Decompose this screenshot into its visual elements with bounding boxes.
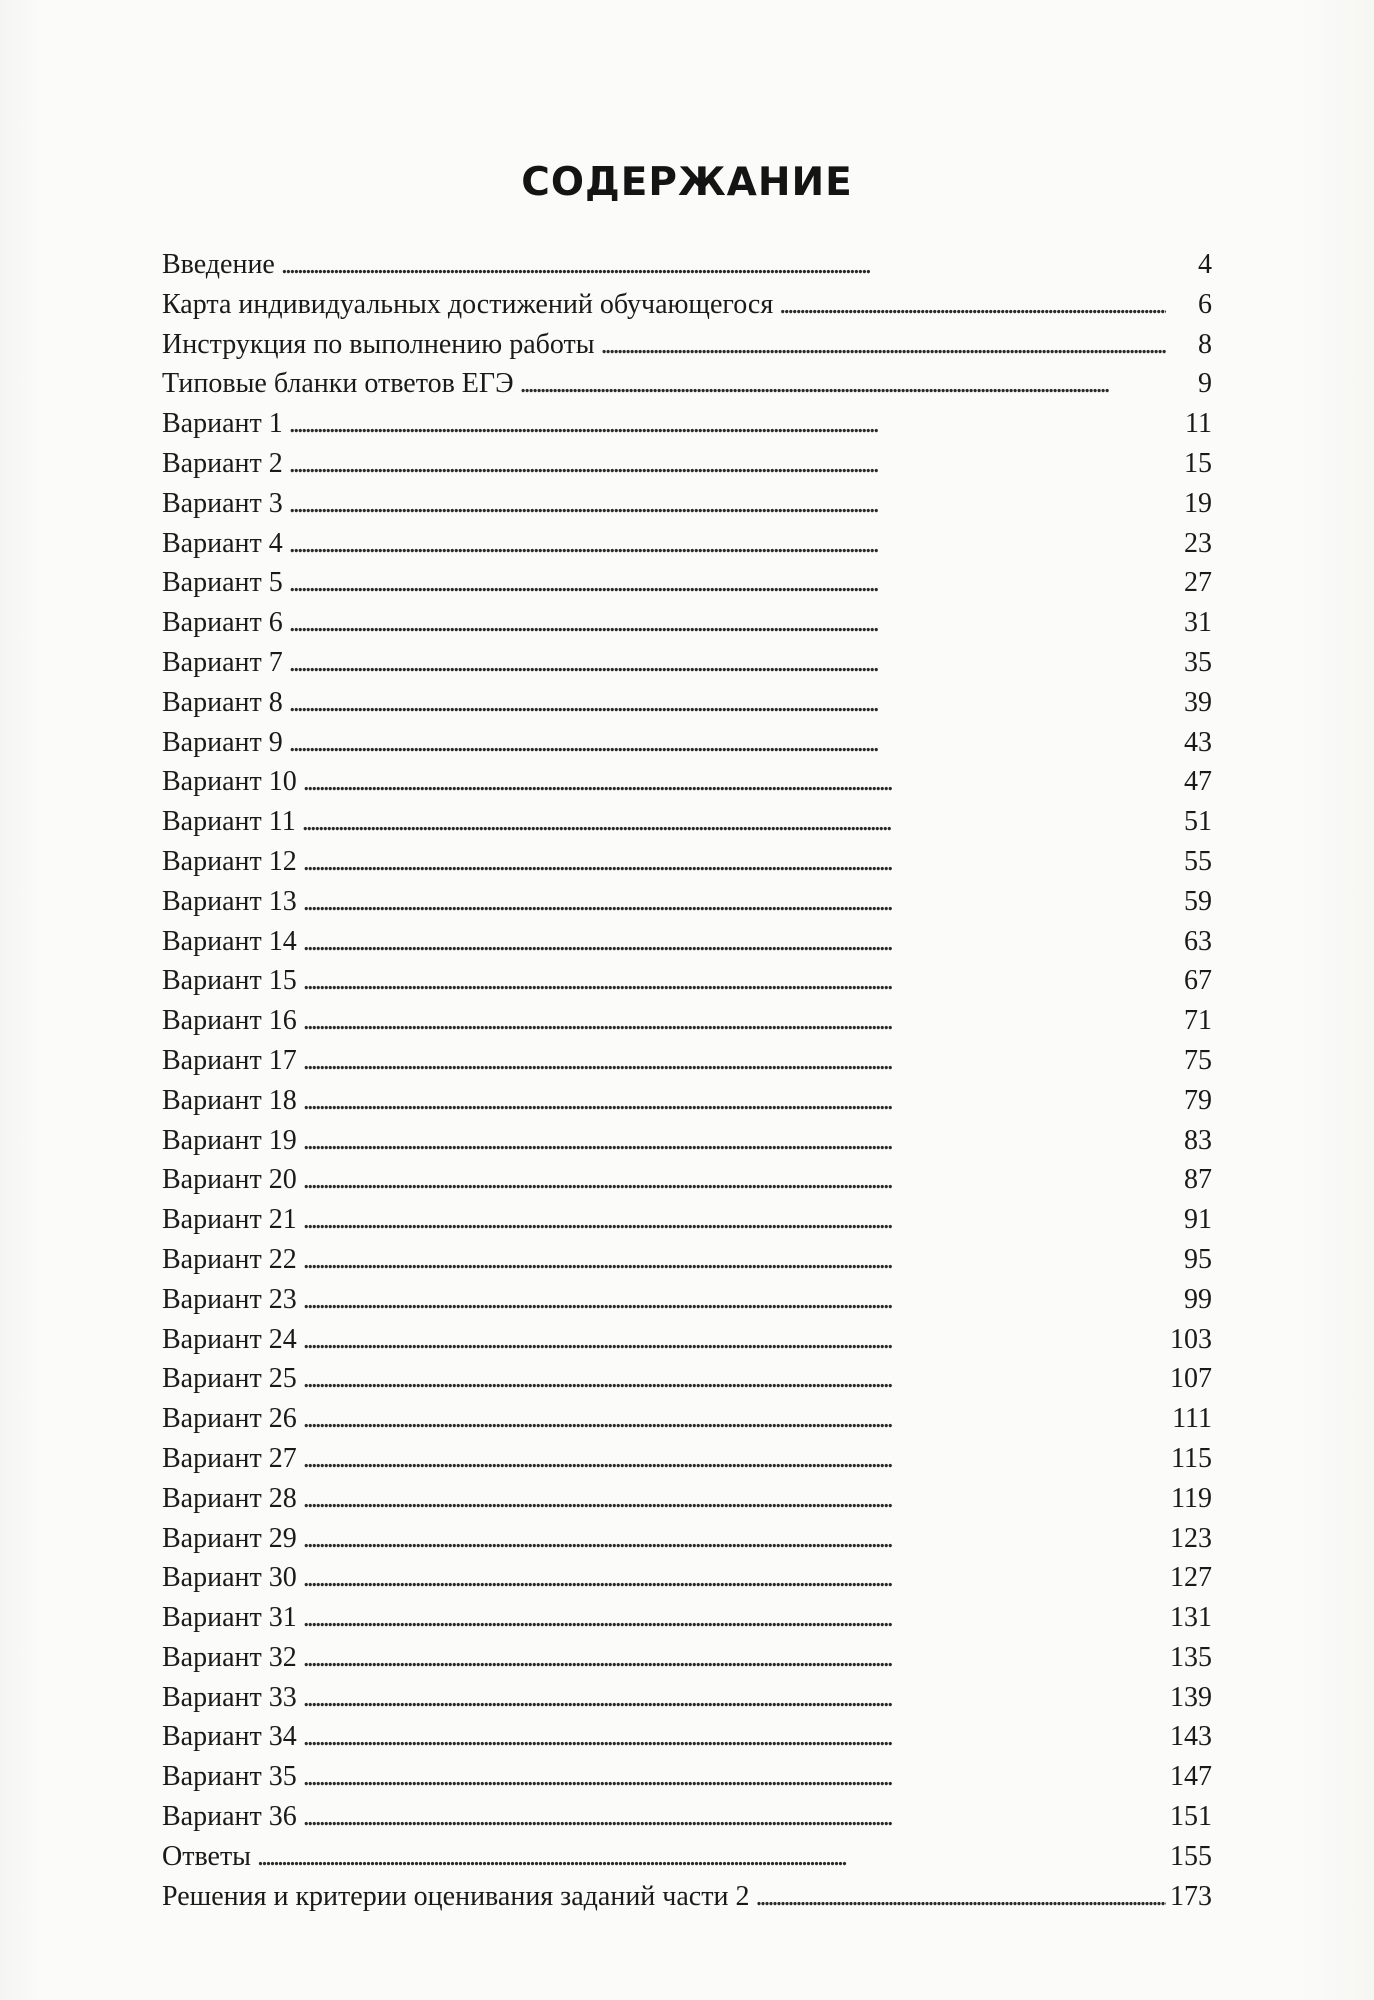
toc-entry (162, 567, 1212, 607)
toc-entry (162, 727, 1212, 767)
toc-entry-label: Вариант 25 (162, 1363, 297, 1395)
toc-entry (162, 687, 1212, 727)
toc-entry-page: 39 (1184, 686, 1212, 718)
toc-dot-leader (303, 1363, 1166, 1395)
toc-entry-page: 15 (1184, 447, 1212, 479)
toc-entry-label: Вариант 3 (162, 487, 283, 519)
toc-entry (162, 368, 1212, 408)
toc-entry (162, 1085, 1212, 1125)
page-title: СОДЕРЖАНИЕ (521, 160, 853, 205)
toc-entry (162, 1164, 1212, 1204)
toc-entry-label: Вариант 19 (162, 1124, 297, 1156)
toc-entry-page: 9 (1198, 368, 1212, 400)
toc-dot-leader (303, 1602, 1166, 1634)
toc-entry (162, 1244, 1212, 1284)
toc-entry-label: Вариант 1 (162, 408, 283, 440)
toc-dot-leader (289, 567, 1166, 599)
toc-dot-leader (289, 647, 1166, 679)
toc-entry-page: 83 (1184, 1124, 1212, 1156)
toc-entry-page: 51 (1184, 806, 1212, 838)
toc-entry-page: 43 (1184, 726, 1212, 758)
toc-entry (162, 926, 1212, 966)
toc-entry-page: 139 (1170, 1681, 1212, 1713)
toc-entry (162, 1324, 1212, 1364)
toc-dot-leader (303, 1682, 1166, 1714)
toc-entry-label: Вариант 35 (162, 1761, 297, 1793)
toc-entry-page: 155 (1170, 1840, 1212, 1872)
toc-entry (162, 647, 1212, 687)
toc-entry-label: Вариант 17 (162, 1044, 297, 1076)
toc-dot-leader (289, 408, 1166, 440)
toc-entry-label: Решения и критерии оценивания заданий части 2 (162, 1880, 750, 1912)
toc-entry (162, 1761, 1212, 1801)
toc-entry (162, 1881, 1212, 1921)
toc-entry (162, 448, 1212, 488)
toc-entry (162, 329, 1212, 369)
toc-dot-leader (303, 965, 1166, 997)
toc-entry-label: Вариант 12 (162, 845, 297, 877)
toc-entry-label: Вариант 5 (162, 567, 283, 599)
toc-entry-page: 8 (1198, 328, 1212, 360)
toc-dot-leader (303, 1045, 1166, 1077)
toc-entry-label: Вариант 31 (162, 1602, 297, 1634)
toc-dot-leader (601, 329, 1166, 361)
toc-dot-leader (303, 1443, 1166, 1475)
toc-dot-leader (289, 528, 1166, 560)
toc-dot-leader (303, 1284, 1166, 1316)
toc-entry (162, 1045, 1212, 1085)
toc-entry-label: Вариант 34 (162, 1721, 297, 1753)
toc-entry-page: 173 (1170, 1880, 1212, 1912)
toc-entry (162, 806, 1212, 846)
toc-entry (162, 1363, 1212, 1403)
toc-entry-page: 151 (1170, 1801, 1212, 1833)
toc-dot-leader (303, 1403, 1166, 1435)
toc-entry-page: 107 (1170, 1363, 1212, 1395)
toc-entry-page: 75 (1184, 1044, 1212, 1076)
toc-entry (162, 488, 1212, 528)
toc-dot-leader (303, 1005, 1166, 1037)
toc-entry (162, 408, 1212, 448)
toc-dot-leader (281, 249, 1166, 281)
toc-dot-leader (303, 1761, 1166, 1793)
toc-entry (162, 1443, 1212, 1483)
toc-entry-page: 4 (1198, 249, 1212, 280)
toc-dot-leader (303, 1164, 1166, 1196)
toc-entry-label: Вариант 20 (162, 1164, 297, 1196)
toc-entry-label: Вариант 36 (162, 1801, 297, 1833)
toc-entry (162, 766, 1212, 806)
toc-entry-page: 127 (1170, 1562, 1212, 1594)
toc-entry (162, 1284, 1212, 1324)
toc-dot-leader (520, 368, 1166, 400)
toc-entry-page: 31 (1184, 607, 1212, 639)
toc-entry (162, 1483, 1212, 1523)
toc-entry-label: Вариант 14 (162, 925, 297, 957)
toc-dot-leader (302, 806, 1166, 838)
toc-dot-leader (303, 886, 1166, 918)
toc-entry-label: Инструкция по выполнению работы (162, 328, 595, 360)
toc-entry-label: Вариант 23 (162, 1283, 297, 1315)
toc-entry-page: 135 (1170, 1641, 1212, 1673)
toc-entry-label: Вариант 27 (162, 1442, 297, 1474)
toc-dot-leader (303, 1483, 1166, 1515)
toc-entry-page: 115 (1171, 1442, 1212, 1474)
toc-entry-label: Вариант 29 (162, 1522, 297, 1554)
toc-entry-label: Вариант 11 (162, 806, 296, 838)
toc-entry-page: 131 (1170, 1602, 1212, 1634)
toc-entry (162, 1125, 1212, 1165)
toc-dot-leader (303, 1324, 1166, 1356)
toc-dot-leader (289, 488, 1166, 520)
toc-entry-page: 103 (1170, 1323, 1212, 1355)
toc-entry-label: Вариант 24 (162, 1323, 297, 1355)
toc-entry (162, 1642, 1212, 1682)
toc-entry-page: 95 (1184, 1243, 1212, 1275)
toc-dot-leader (303, 1085, 1166, 1117)
toc-entry-page: 71 (1184, 1005, 1212, 1037)
toc-entry-label: Ответы (162, 1840, 251, 1872)
toc-entry-label: Вариант 15 (162, 965, 297, 997)
toc-entry-page: 111 (1172, 1403, 1212, 1435)
toc-entry-label: Вариант 21 (162, 1204, 297, 1236)
toc-entry-page: 63 (1184, 925, 1212, 957)
toc-dot-leader (303, 926, 1166, 958)
toc-dot-leader (303, 1523, 1166, 1555)
toc-entry-label: Вариант 32 (162, 1641, 297, 1673)
toc-dot-leader (289, 687, 1166, 719)
toc-entry-label: Вариант 13 (162, 885, 297, 917)
toc-entry-page: 6 (1198, 288, 1212, 320)
toc-entry-page: 67 (1184, 965, 1212, 997)
toc-entry-page: 11 (1185, 408, 1212, 440)
toc-dot-leader (303, 1562, 1166, 1594)
toc-dot-leader (303, 766, 1166, 798)
toc-entry (162, 249, 1212, 289)
toc-dot-leader (303, 1244, 1166, 1276)
toc-entry (162, 886, 1212, 926)
toc-dot-leader (303, 846, 1166, 878)
toc-entry-label: Вариант 26 (162, 1403, 297, 1435)
toc-entry (162, 1523, 1212, 1563)
toc-entry (162, 1801, 1212, 1841)
toc-entry-label: Карта индивидуальных достижений обучающегося (162, 288, 774, 320)
toc-entry-label: Вариант 8 (162, 686, 283, 718)
toc-dot-leader (289, 727, 1166, 759)
toc-dot-leader (289, 448, 1166, 480)
toc-entry (162, 1721, 1212, 1761)
toc-entry-page: 79 (1184, 1084, 1212, 1116)
toc-entry-page: 59 (1184, 885, 1212, 917)
toc-entry-label: Вариант 28 (162, 1482, 297, 1514)
toc-dot-leader (289, 607, 1166, 639)
toc-entry-page: 47 (1184, 766, 1212, 798)
toc-entry-label: Вариант 18 (162, 1084, 297, 1116)
toc-entry-label: Вариант 2 (162, 447, 283, 479)
toc-entry (162, 1562, 1212, 1602)
toc-entry (162, 846, 1212, 886)
toc-entry-label: Введение (162, 249, 275, 280)
toc-entry-page: 119 (1171, 1482, 1212, 1514)
toc-dot-leader (303, 1204, 1166, 1236)
table-of-contents (162, 249, 1212, 1920)
toc-entry-label: Вариант 9 (162, 726, 283, 758)
toc-entry (162, 289, 1212, 329)
toc-dot-leader (303, 1125, 1166, 1157)
toc-entry-page: 99 (1184, 1283, 1212, 1315)
toc-entry-page: 143 (1170, 1721, 1212, 1753)
toc-entry-label: Вариант 30 (162, 1562, 297, 1594)
toc-entry-label: Вариант 10 (162, 766, 297, 798)
toc-entry (162, 1682, 1212, 1722)
toc-entry-page: 19 (1184, 487, 1212, 519)
toc-entry-label: Типовые бланки ответов ЕГЭ (162, 368, 514, 400)
toc-entry (162, 528, 1212, 568)
toc-entry-page: 27 (1184, 567, 1212, 599)
toc-entry-page: 91 (1184, 1204, 1212, 1236)
toc-dot-leader (257, 1841, 1166, 1873)
toc-entry (162, 965, 1212, 1005)
toc-entry-page: 35 (1184, 646, 1212, 678)
toc-entry-label: Вариант 22 (162, 1243, 297, 1275)
toc-entry (162, 607, 1212, 647)
toc-entry-page: 55 (1184, 845, 1212, 877)
toc-entry-page: 123 (1170, 1522, 1212, 1554)
toc-dot-leader (755, 1881, 1166, 1913)
toc-entry-label: Вариант 4 (162, 527, 283, 559)
toc-entry-page: 147 (1170, 1761, 1212, 1793)
toc-entry (162, 1602, 1212, 1642)
toc-dot-leader (303, 1801, 1166, 1833)
toc-entry (162, 1005, 1212, 1045)
toc-entry (162, 1403, 1212, 1443)
toc-entry-label: Вариант 33 (162, 1681, 297, 1713)
toc-entry-page: 23 (1184, 527, 1212, 559)
toc-entry-label: Вариант 6 (162, 607, 283, 639)
toc-dot-leader (303, 1642, 1166, 1674)
toc-dot-leader (303, 1721, 1166, 1753)
toc-entry (162, 1204, 1212, 1244)
toc-dot-leader (779, 289, 1166, 321)
toc-entry-page: 87 (1184, 1164, 1212, 1196)
toc-entry-label: Вариант 7 (162, 646, 283, 678)
toc-entry-label: Вариант 16 (162, 1005, 297, 1037)
toc-entry (162, 1841, 1212, 1881)
